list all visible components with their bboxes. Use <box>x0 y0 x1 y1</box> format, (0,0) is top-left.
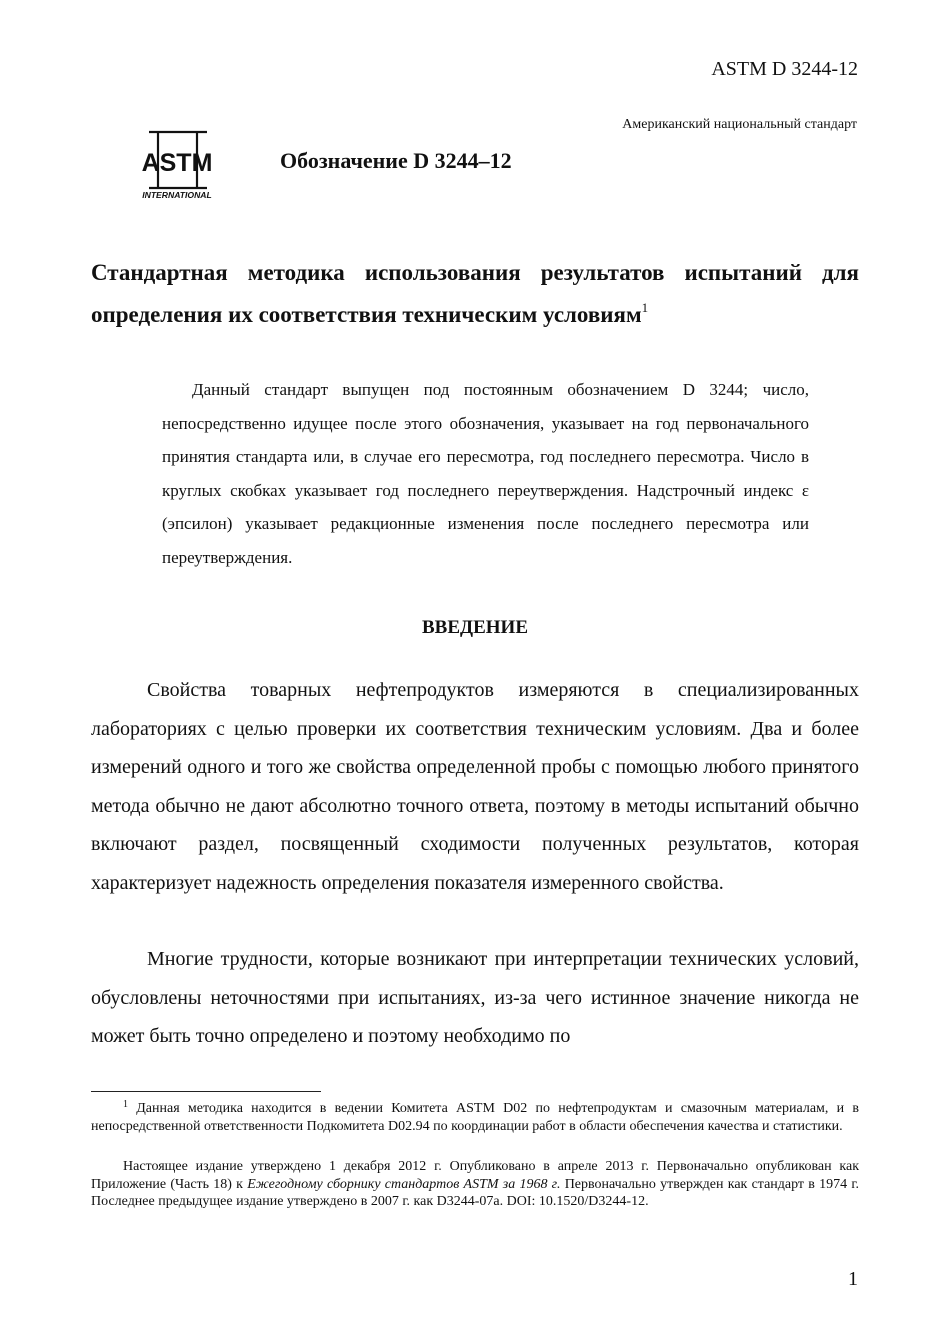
document-code: ASTM D 3244-12 <box>711 58 858 80</box>
intro-paragraph: Свойства товарных нефтепродуктов измеряются в специализированных лабораториях с целью проверки их соответствия техническим условиям. Два и более измерений одного и того же свойства определенной пробы с помощью любого принятого метода обычно не дают абсолютно точного ответа, поэтому в методы испытаний обычно включают раздел, посвященный сходимости полученных результатов, которая характеризует надежность определения показателя измеренного свойства. <box>91 679 859 894</box>
standard-title-text: Стандартная методика использования результатов испытаний для определения их соответствия техническим условиям <box>91 260 859 327</box>
page-number: 1 <box>848 1268 858 1290</box>
designation-title: Обозначение D 3244–12 <box>280 148 512 173</box>
astm-logo <box>135 126 219 200</box>
logo-subtext: INTERNATIONAL <box>142 190 212 200</box>
document-status: Американский национальный стандарт <box>622 117 857 132</box>
footnote-1-continued <box>91 1158 859 1211</box>
footnote-divider <box>91 1091 321 1092</box>
title-footnote-marker: 1 <box>641 300 649 315</box>
footnote-1 <box>91 1100 859 1135</box>
footnote-2-text-a: Настоящее издание утверждено 1 декабря 2012 г. Опубликовано в апреле 2013 г. Первоначально опубликован как Приложение (Часть 18) к <box>91 1159 859 1192</box>
designation-notice: Данный стандарт выпущен под постоянным обозначением D 3244; число, непосредственно идущее после этого обозначения, указывает на год первоначального принятия стандарта или, в случае его пересмотра, год последнего пересмотра. Число в круглых скобках указывает год последнего переутверждения. Надстрочный индекс ε (эпсилон) указывает редакционные изменения после последнего пересмотра или переутверждения. <box>162 380 809 567</box>
footnote-2-text-b: Первоначально утвержден как стандарт в 1974 г. Последнее предыдущее издание утверждено в 2007 г. как D3244-07a. DOI: 10.1520/D3244-12. <box>91 1176 860 1209</box>
introduction-heading: ВВЕДЕНИЕ <box>422 617 528 638</box>
logo-mark-text: ASTM <box>141 149 213 177</box>
footnote-marker: 1 <box>123 1099 128 1110</box>
intro-paragraph: Многие трудности, которые возникают при интерпретации технических условий, обусловлены неточностями при испытаниях, из-за чего истинное значение никогда не может быть точно определено и поэтому необходимо по <box>91 948 859 1047</box>
standard-title <box>91 252 859 336</box>
footnote-2-publication: Ежегодному сборнику стандартов ASTM за 1968 г. <box>247 1176 561 1192</box>
footnote-1-text: Данная методика находится в ведении Комитета ASTM D02 по нефтепродуктам и смазочным материалам, и в непосредственной ответственности Подкомитета D02.94 по координации работ в области обеспечения качества и статистики. <box>91 1101 859 1134</box>
